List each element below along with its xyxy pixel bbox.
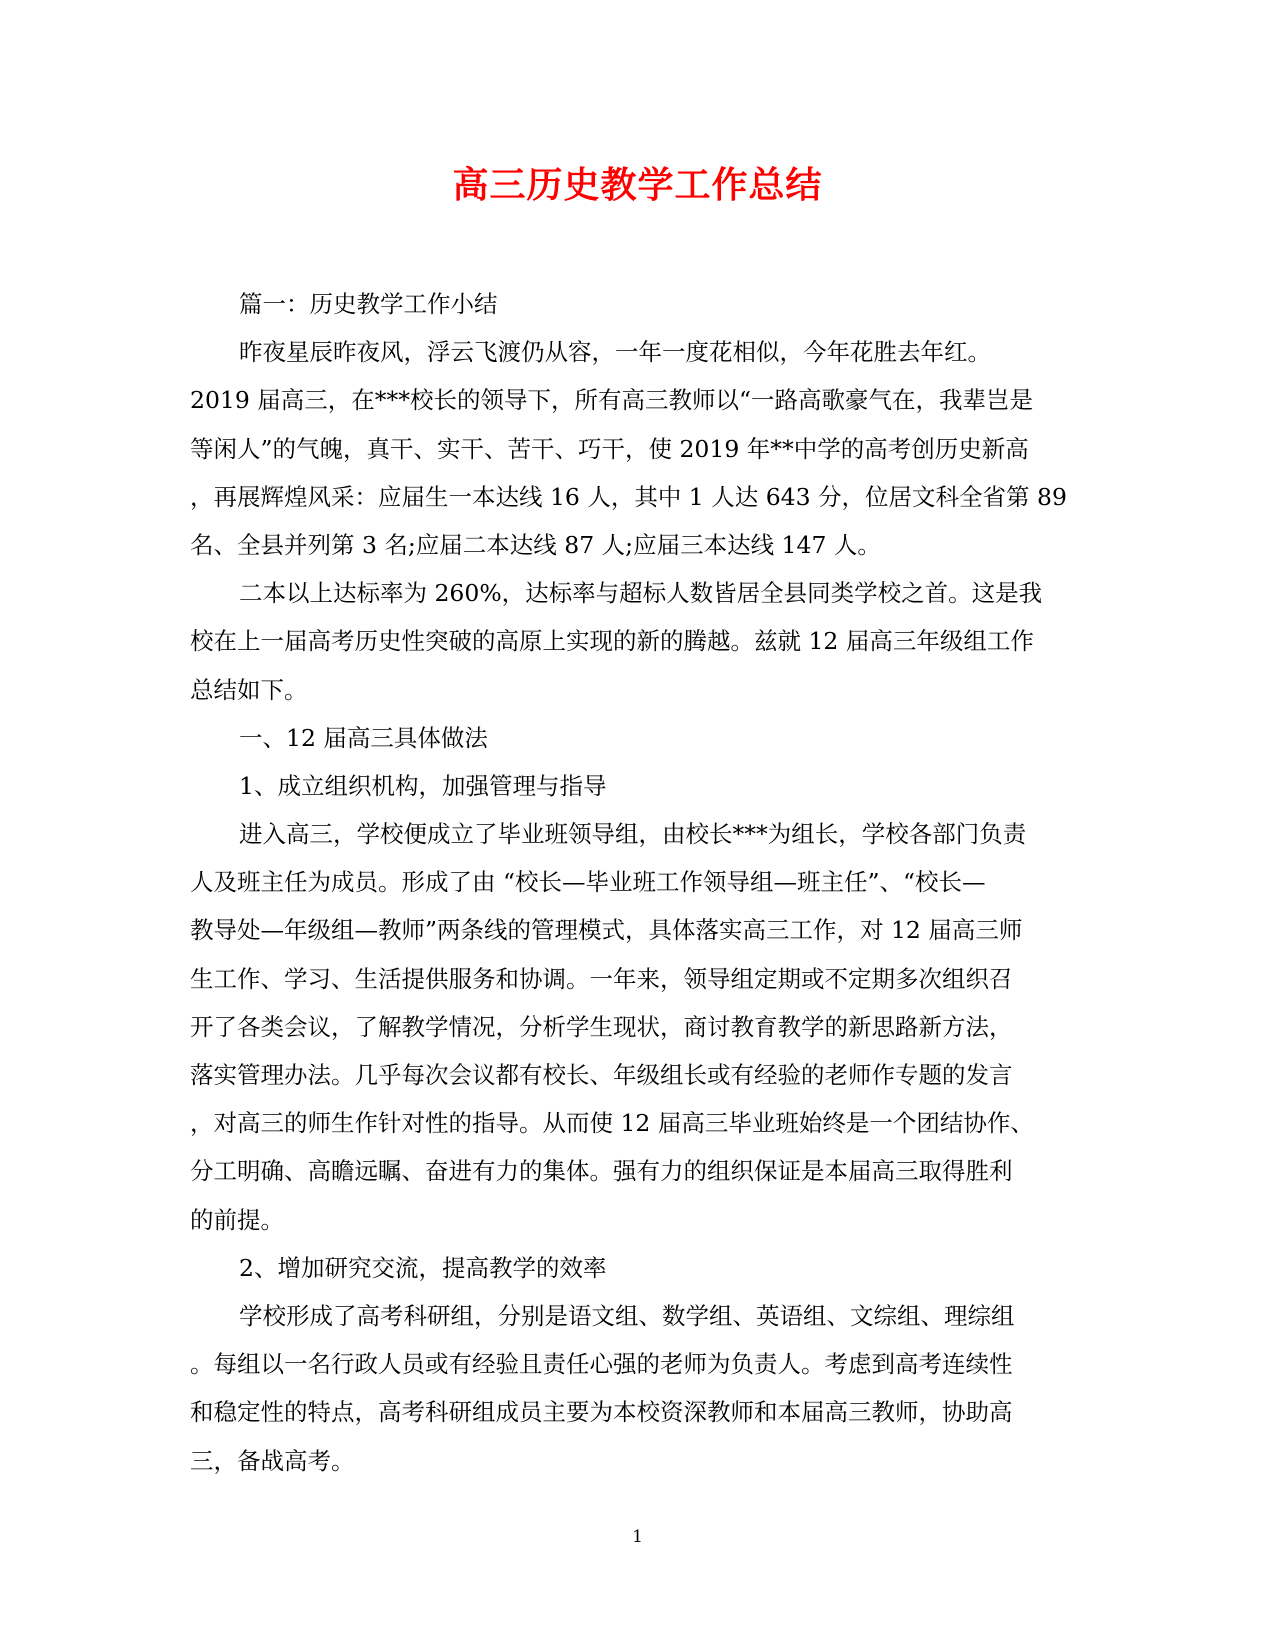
text-line: ，再展辉煌风采：应届生一本达线 16 人，其中 1 人达 643 分，位居文科全省第 89 xyxy=(190,482,1067,511)
text-line: 校在上一届高考历史性突破的高原上实现的新的腾越。兹就 12 届高三年级组工作 xyxy=(190,627,1034,656)
text-line: 。每组以一名行政人员或有经验且责任心强的老师为负责人。考虑到高考连续性 xyxy=(190,1350,1013,1379)
text-line: 人及班主任为成员。形成了由 “校长—毕业班工作领导组—班主任”、“校长— xyxy=(190,868,986,897)
text-line: 三，备战高考。 xyxy=(190,1446,355,1475)
paragraph xyxy=(190,328,1085,569)
text-line: 1、成立组织机构，加强管理与指导 xyxy=(239,771,607,800)
text-line: 教导处—年级组—教师”两条线的管理模式，具体落实高三工作，对 12 届高三师 xyxy=(190,916,1023,945)
paragraph xyxy=(190,1292,1085,1485)
subsection-heading xyxy=(190,1244,1085,1292)
paragraph xyxy=(190,569,1085,714)
document-title: 高三历史教学工作总结 xyxy=(452,164,823,206)
text-line: 一、12 届高三具体做法 xyxy=(239,723,488,752)
text-line: 总结如下。 xyxy=(190,675,308,704)
page-number: 1 xyxy=(632,1527,643,1547)
text-line: 的前提。 xyxy=(190,1205,284,1234)
text-line: 分工明确、高瞻远瞩、奋进有力的集体。强有力的组织保证是本届高三取得胜利 xyxy=(190,1157,1013,1186)
text-line: 开了各类会议，了解教学情况，分析学生现状，商讨教育教学的新思路新方法， xyxy=(190,1012,1013,1041)
document-body xyxy=(190,280,1085,1485)
text-line: 和稳定性的特点，高考科研组成员主要为本校资深教师和本届高三教师，协助高 xyxy=(190,1398,1013,1427)
text-line: 落实管理办法。几乎每次会议都有校长、年级组长或有经验的老师作专题的发言 xyxy=(190,1061,1013,1089)
text-line: 等闲人”的气魄，真干、实干、苦干、巧干，使 2019 年**中学的高考创历史新高 xyxy=(190,434,1029,463)
section-heading xyxy=(190,280,1085,328)
text-line: 昨夜星辰昨夜风，浮云飞渡仍从容，一年一度花相似，今年花胜去年红。 xyxy=(239,338,991,367)
text-line: ，对高三的师生作针对性的指导。从而使 12 届高三毕业班始终是一个团结协作、 xyxy=(190,1109,1034,1138)
section-heading xyxy=(190,714,1085,762)
text-line: 进入高三，学校便成立了毕业班领导组，由校长***为组长，学校各部门负责 xyxy=(239,820,1027,849)
text-line: 学校形成了高考科研组，分别是语文组、数学组、英语组、文综组、理综组 xyxy=(239,1301,1015,1330)
paragraph xyxy=(190,810,1085,1244)
text-line: 篇一：历史教学工作小结 xyxy=(239,290,498,318)
text-line: 二本以上达标率为 260%，达标率与超标人数皆居全县同类学校之首。这是我 xyxy=(239,579,1043,608)
subsection-heading xyxy=(190,762,1085,810)
text-line: 名、全县并列第 3 名;应届二本达线 87 人;应届三本达线 147 人。 xyxy=(190,530,881,559)
text-line: 2019 届高三，在***校长的领导下，所有高三教师以“一路高歌豪气在，我辈岂是 xyxy=(190,386,1034,415)
text-line: 2、增加研究交流，提高教学的效率 xyxy=(239,1253,607,1282)
text-line: 生工作、学习、生活提供服务和协调。一年来，领导组定期或不定期多次组织召 xyxy=(190,964,1013,993)
